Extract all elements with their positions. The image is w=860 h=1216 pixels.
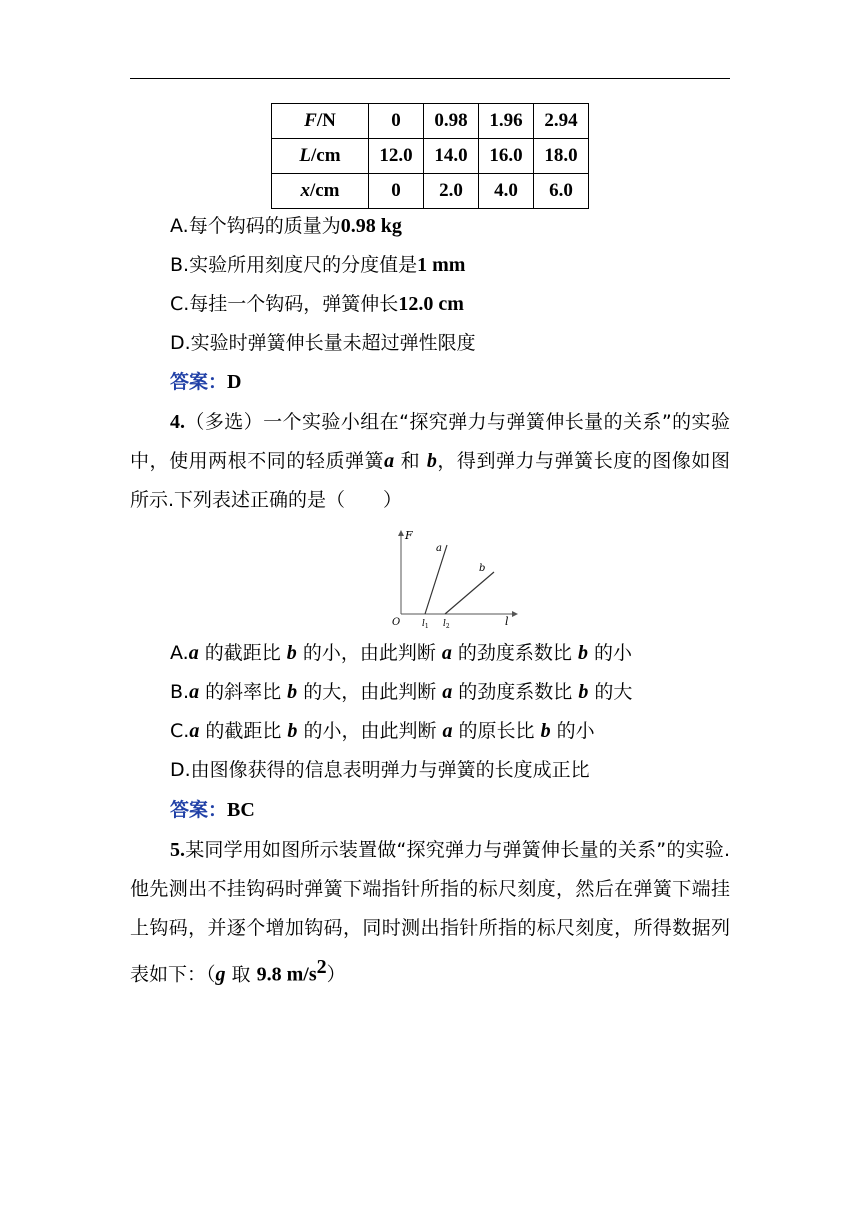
table-cell: 2.94: [534, 104, 589, 139]
tick-l2-label: $l_2$: [443, 619, 450, 630]
force-length-graph: [388, 528, 518, 633]
table-cell: 12.0: [369, 139, 424, 174]
line-b-label: b: [479, 563, 486, 574]
table-cell: 0: [369, 174, 424, 209]
data-table: [271, 103, 589, 209]
table-row: [272, 139, 589, 174]
q3-option-d: D.实验时弹簧伸长量未超过弹性限度: [170, 332, 476, 354]
table-cell: 18.0: [534, 139, 589, 174]
q3-option-a: A.每个钩码的质量为0.98 kg: [170, 215, 402, 237]
q4-stem: 4.（多选）一个实验小组在“探究弹力与弹簧伸长量的关系”的实验中，使用两根不同的轻质弹簧a 和 b，得到弹力与弹簧长度的图像如图所示.下列表述正确的是（ ）: [130, 411, 730, 511]
line-a-label: a: [436, 543, 442, 554]
q4-option-d: D.由图像获得的信息表明弹力与弹簧的长度成正比: [170, 759, 590, 781]
y-axis-arrow: [398, 530, 404, 536]
line-b: [445, 572, 494, 614]
q3-option-b: B.实验所用刻度尺的分度值是1 mm: [170, 254, 466, 276]
line-a: [425, 545, 447, 614]
q3-answer: 答案：D: [170, 371, 242, 393]
header-rule: [130, 78, 730, 79]
x-axis-arrow: [512, 611, 518, 617]
row-header-f: F/N: [272, 104, 369, 139]
q4-option-b: B.a 的斜率比 b 的大，由此判断 a 的劲度系数比 b 的大: [170, 681, 633, 703]
table-cell: 0: [369, 104, 424, 139]
x-axis-label: l: [505, 615, 509, 628]
origin-label: O: [392, 617, 401, 628]
table-cell: 1.96: [479, 104, 534, 139]
row-header-l: L/cm: [272, 139, 369, 174]
table-cell: 2.0: [424, 174, 479, 209]
table-cell: 14.0: [424, 139, 479, 174]
table-cell: 4.0: [479, 174, 534, 209]
q3-option-c: C.每挂一个钩码，弹簧伸长12.0 cm: [170, 293, 464, 315]
tick-l1-label: $l_1$: [422, 619, 429, 630]
table-cell: 6.0: [534, 174, 589, 209]
y-axis-label: F: [405, 529, 413, 542]
q4-option-c: C.a 的截距比 b 的小，由此判断 a 的原长比 b 的小: [170, 720, 595, 742]
table-row: [272, 104, 589, 139]
table-row: [272, 174, 589, 209]
q5-stem: 5.某同学用如图所示装置做“探究弹力与弹簧伸长量的关系”的实验.他先测出不挂钩码时弹簧下端指针所指的标尺刻度，然后在弹簧下端挂上钩码，并逐个增加钩码，同时测出指针所指的标尺刻度，所得数据列表如下：（g 取 9.8 $m/s^2$）: [130, 839, 730, 986]
table-cell: 0.98: [424, 104, 479, 139]
table-cell: 16.0: [479, 139, 534, 174]
q4-answer: 答案：BC: [170, 799, 255, 821]
q4-option-a: A.a 的截距比 b 的小，由此判断 a 的劲度系数比 b 的小: [170, 642, 633, 664]
row-header-x: x/cm: [272, 174, 369, 209]
